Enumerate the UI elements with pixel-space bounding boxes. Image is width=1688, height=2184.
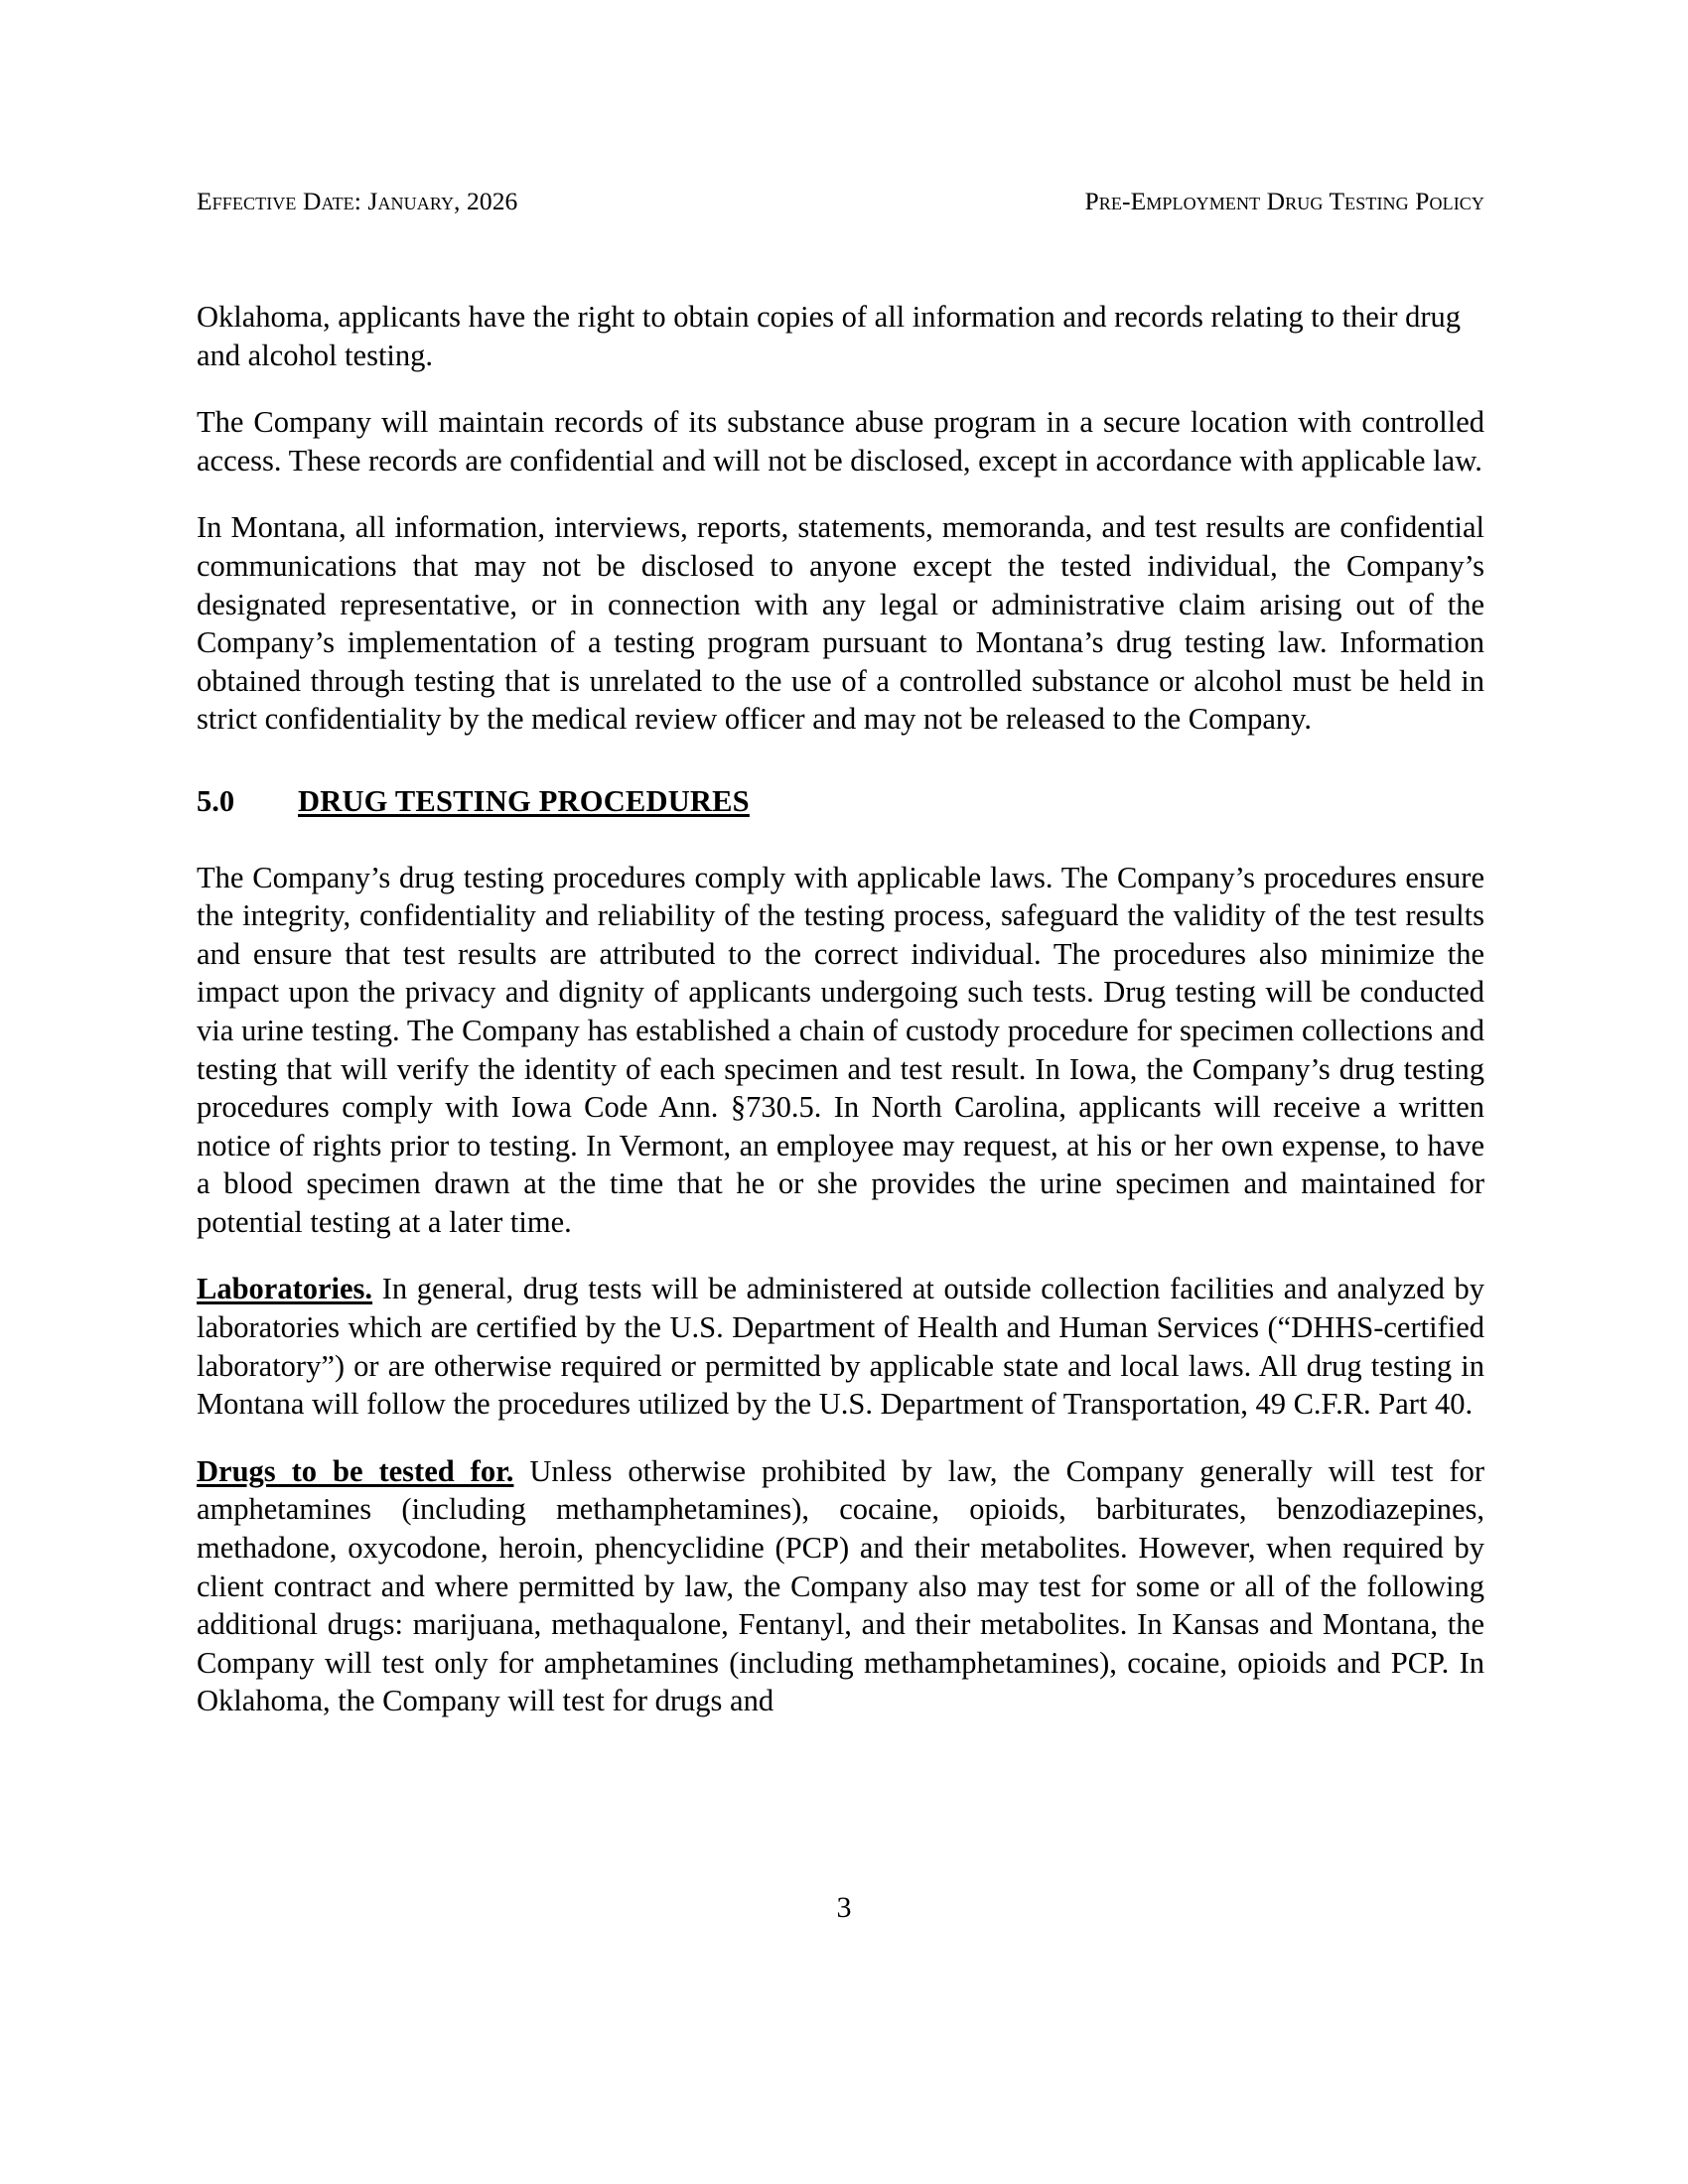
- paragraph-montana-confidentiality: In Montana, all information, interviews, reports, statements, memoranda, and test results are confidential communications that may not be disclosed to anyone except the tested individual, the Company’s designated representative, or in connection with any legal or administrative claim arising out of the Company’s implementation of a testing program pursuant to Montana’s drug testing law. Information obtained through testing that is unrelated to the use of a controlled substance or alcohol must be held in strict confidentiality by the medical review officer and may not be released to the Company.: [197, 510, 1484, 737]
- paragraph-laboratories: [197, 1270, 1484, 1423]
- running-header: [197, 187, 1484, 216]
- section-title: DRUG TESTING PROCEDURES: [298, 783, 750, 818]
- section-heading-5: [197, 782, 1484, 821]
- header-policy-title: Pre-Employment Drug Testing Policy: [1084, 187, 1484, 215]
- page-number: 3: [836, 1891, 852, 1924]
- paragraph-company-records: The Company will maintain records of its substance abuse program in a secure location with controlled access. These records are confidential and will not be disclosed, except in accordance with applicable law.: [197, 405, 1484, 478]
- paragraph-laboratories-text: In general, drug tests will be administered at outside collection facilities and analyzed by laboratories which are certified by the U.S. Department of Health and Human Services (“DHHS-certified laboratory”) or are otherwise required or permitted by applicable state and local laws. All drug testing in Montana will follow the procedures utilized by the U.S. Department of Transportation, 49 C.F.R. Part 40.: [197, 1272, 1484, 1422]
- paragraph-oklahoma-records: Oklahoma, applicants have the right to obtain copies of all information and records relating to their drug and alcohol testing.: [197, 300, 1462, 372]
- lead-in-laboratories: Laboratories.: [197, 1272, 373, 1306]
- lead-in-drugs-to-be-tested-for: Drugs to be tested for.: [197, 1453, 514, 1488]
- paragraph-drugs-to-be-tested-for-text: Unless otherwise prohibited by law, the Company generally will test for amphetamines (including methamphetamines), cocaine, opioids, barbiturates, benzodiazepines, methadone, oxycodone, heroin, phencyclidine (PCP) and their metabolites. However, when required by client contract and where permitted by law, the Company also may test for some or all of the following additional drugs: marijuana, methaqualone, Fentanyl, and their metabolites. In Kansas and Montana, the Company will test only for amphetamines (including methamphetamines), cocaine, opioids and PCP. In Oklahoma, the Company will test for drugs and: [197, 1453, 1484, 1718]
- paragraph-drugs-to-be-tested-for: [197, 1452, 1484, 1720]
- header-effective-date: Effective Date: January, 2026: [197, 187, 518, 215]
- section-number: 5.0: [197, 783, 235, 818]
- document-body: [197, 298, 1484, 1749]
- paragraph-procedures-overview: The Company’s drug testing procedures comply with applicable laws. The Company’s procedures ensure the integrity, confidentiality and reliability of the testing process, safeguard the validity of the test results and ensure that test results are attributed to the correct individual. The procedures also minimize the impact upon the privacy and dignity of applicants undergoing such tests. Drug testing will be conducted via urine testing. The Company has established a chain of custody procedure for specimen collections and testing that will verify the identity of each specimen and test result. In Iowa, the Company’s drug testing procedures comply with Iowa Code Ann. §730.5. In North Carolina, applicants will receive a written notice of rights prior to testing. In Vermont, an employee may request, at his or her own expense, to have a blood specimen drawn at the time that he or she provides the urine specimen and maintained for potential testing at a later time.: [197, 860, 1484, 1239]
